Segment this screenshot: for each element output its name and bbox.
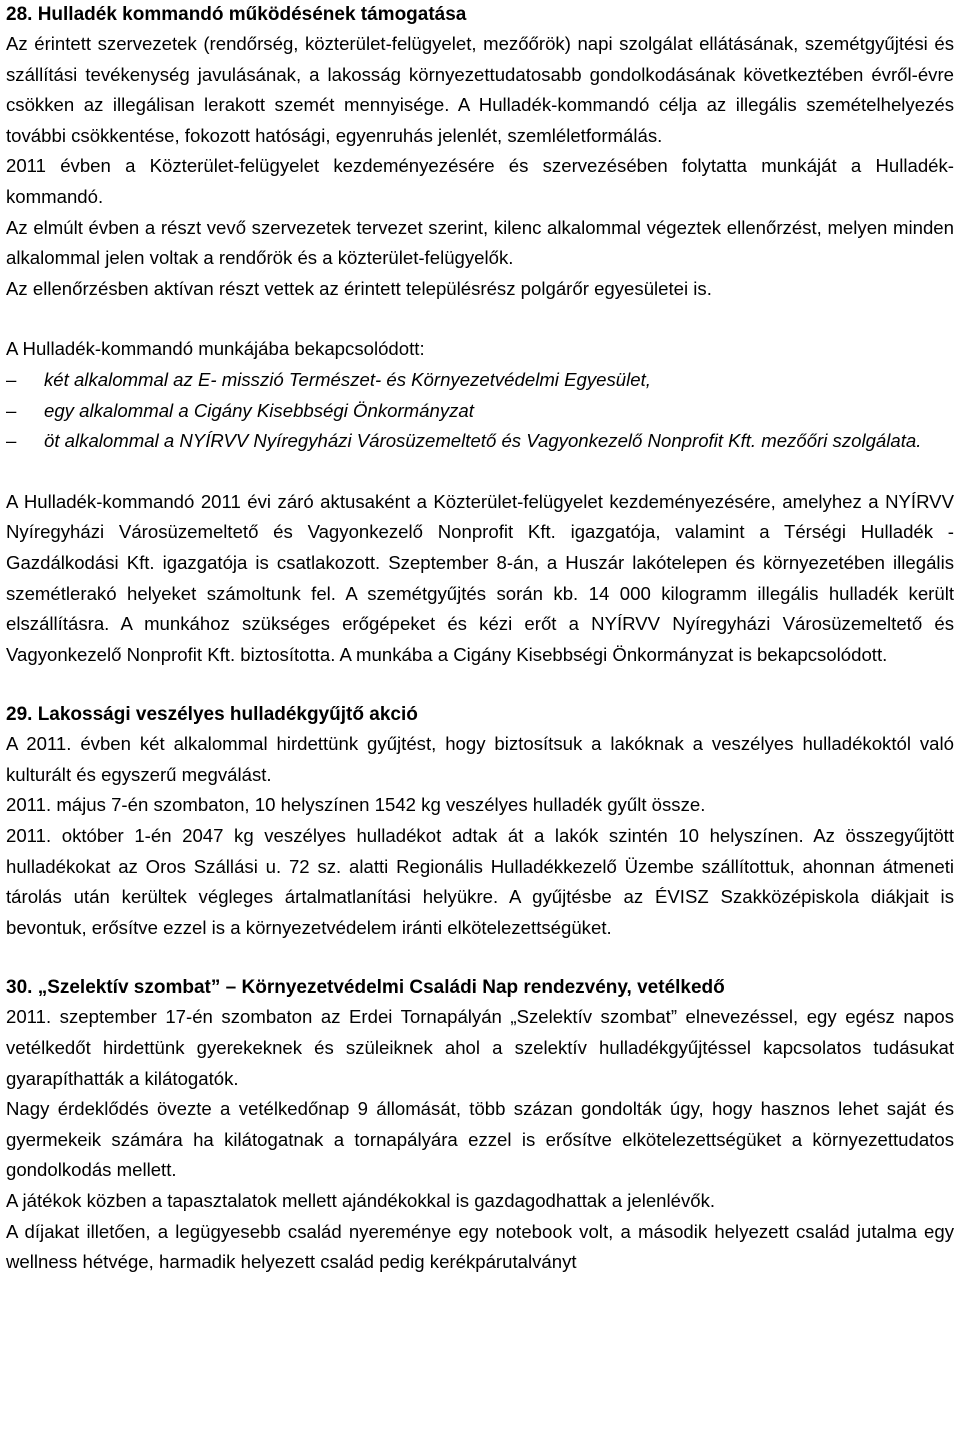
section-30-paragraph-4: A díjakat illetően, a legügyesebb család nyereménye egy notebook volt, a második helyezett család jutalma egy wellness hétvége, harmadik helyezett család pedig kerékpárutalványt xyxy=(6,1220,954,1273)
section-30-paragraph-2: Nagy érdeklődés övezte a vetélkedőnap 9 állomását, több százan gondolták úgy, hogy hasznos lehet saját és gyermekeik számára ha kilátogatnak a tornapályára ezzel is erősítve elkötelezettségüket a környezettudatos gondolkodás mellett. xyxy=(6,1098,954,1181)
list-item xyxy=(6,396,954,427)
section-30-paragraph-3: A játékok közben a tapasztalatok mellett ajándékokkal is gazdagodhattak a jelenlévők. xyxy=(6,1190,716,1211)
list-item-text: egy alkalommal a Cigány Kisebbségi Önkormányzat xyxy=(44,399,474,421)
section-28-paragraph-1: Az érintett szervezetek (rendőrség, közterület-felügyelet, mezőőrök) napi szolgálat ellátásának, szemétgyűjtési és szállítási tevékenység javulásának, a lakosság környezettudatosabb gondolkodásának következtében évről-évre csökken az illegálisan lerakott szemét mennyisége. A Hulladék-kommandó célja az illegális szemételhelyezés további csökkentése, fokozott hatósági, egyenruhás jelenlét, szemléletformálás. xyxy=(6,33,954,146)
section-28-paragraph-5: A Hulladék-kommandó 2011 évi záró aktusaként a Közterület-felügyelet kezdeményezésére, amelyhez a NYÍRVV Nyíregyházi Városüzemeltető és Vagyonkezelő Nonprofit Kft. igazgatója, valamint a Térségi Hulladék - Gazdálkodási Kft. igazgatója is csatlakozott. Szeptember 8-án, a Huszár lakótelepen és környezetében illegális szemétlerakó helyeket számoltunk fel. A szemétgyűjtés során kb. 14 000 kilogramm illegális hulladék került elszállításra. A munkához szükséges erőgépeket és kézi erőt a NYÍRVV Nyíregyházi Városüzemeltető és Vagyonkezelő Nonprofit Kft. biztosította. A munkába a Cigány Kisebbségi Önkormányzat is bekapcsolódott. xyxy=(6,490,954,665)
section-30-title: 30. „Szelektív szombat” – Környezetvédelmi Családi Nap rendezvény, vetélkedő xyxy=(6,977,725,999)
participants-list xyxy=(6,365,954,457)
list-item xyxy=(6,426,954,457)
section-28-paragraph-4: Az ellenőrzésben aktívan részt vettek az érintett településrész polgárőr egyesületei is. xyxy=(6,277,712,299)
list-item-text: öt alkalommal a NYÍRVV Nyíregyházi Városüzemeltető és Vagyonkezelő Nonprofit Kft. mezőőri szolgálata. xyxy=(44,430,922,452)
section-28-paragraph-2: 2011 évben a Közterület-felügyelet kezdeményezésére és szervezésében folytatta munkáját a Hulladék-kommandó. xyxy=(6,155,954,207)
spacer xyxy=(6,304,954,334)
list-item xyxy=(6,365,954,396)
section-28-list-intro: A Hulladék-kommandó munkájába bekapcsolódott: xyxy=(6,338,425,360)
section-28-paragraph-3: Az elmúlt évben a részt vevő szervezetek tervezet szerint, kilenc alkalommal végeztek ellenőrzést, melyen minden alkalommal jelen voltak a rendőrök és a közterület-felügyelők. xyxy=(6,216,954,269)
spacer xyxy=(6,457,954,487)
section-28-title: 28. Hulladék kommandó működésének támogatása xyxy=(6,4,467,25)
spacer xyxy=(6,670,954,700)
section-29-paragraph-3: 2011. október 1-én 2047 kg veszélyes hulladékot adtak át a lakók szintén 10 helyszínen. Az összegyűjtött hulladékokat az Oros Szállási u. 72 sz. alatti Regionális Hulladékkezelő Üzembe szállítottuk, ahonnan átmeneti tárolás után kerültek végleges ártalmatlanítási helyükre. A gyűjtésbe az ÉVISZ Szakközépiskola diákjait is bevontuk, erősítve ezzel is a környezetvédelem iránti elkötelezettségüket. xyxy=(6,825,954,938)
section-30-paragraph-1: 2011. szeptember 17-én szombaton az Erdei Tornapályán „Szelektív szombat” elnevezéssel, egy egész napos vetélkedőt hirdettünk gyerekeknek és szüleiknek ahol a szelektív hulladékgyűjtéssel kapcsolatos tudásukat gyarapíthatták a kilátogatók. xyxy=(6,1006,954,1089)
dash-bullet: – xyxy=(6,430,17,452)
document-page xyxy=(6,0,954,1278)
section-29-title: 29. Lakossági veszélyes hulladékgyűjtő akció xyxy=(6,704,418,726)
dash-bullet: – xyxy=(6,368,17,390)
spacer xyxy=(6,943,954,973)
section-29-paragraph-1: A 2011. évben két alkalommal hirdettünk gyűjtést, hogy biztosítsuk a lakóknak a veszélyes hulladékoktól való kulturált és egyszerű megválást. xyxy=(6,733,954,785)
dash-bullet: – xyxy=(6,399,17,421)
list-item-text: két alkalommal az E- misszió Természet- és Környezetvédelmi Egyesület, xyxy=(44,368,651,390)
section-29-paragraph-2: 2011. május 7-én szombaton, 10 helyszínen 1542 kg veszélyes hulladék gyűlt össze. xyxy=(6,794,706,816)
